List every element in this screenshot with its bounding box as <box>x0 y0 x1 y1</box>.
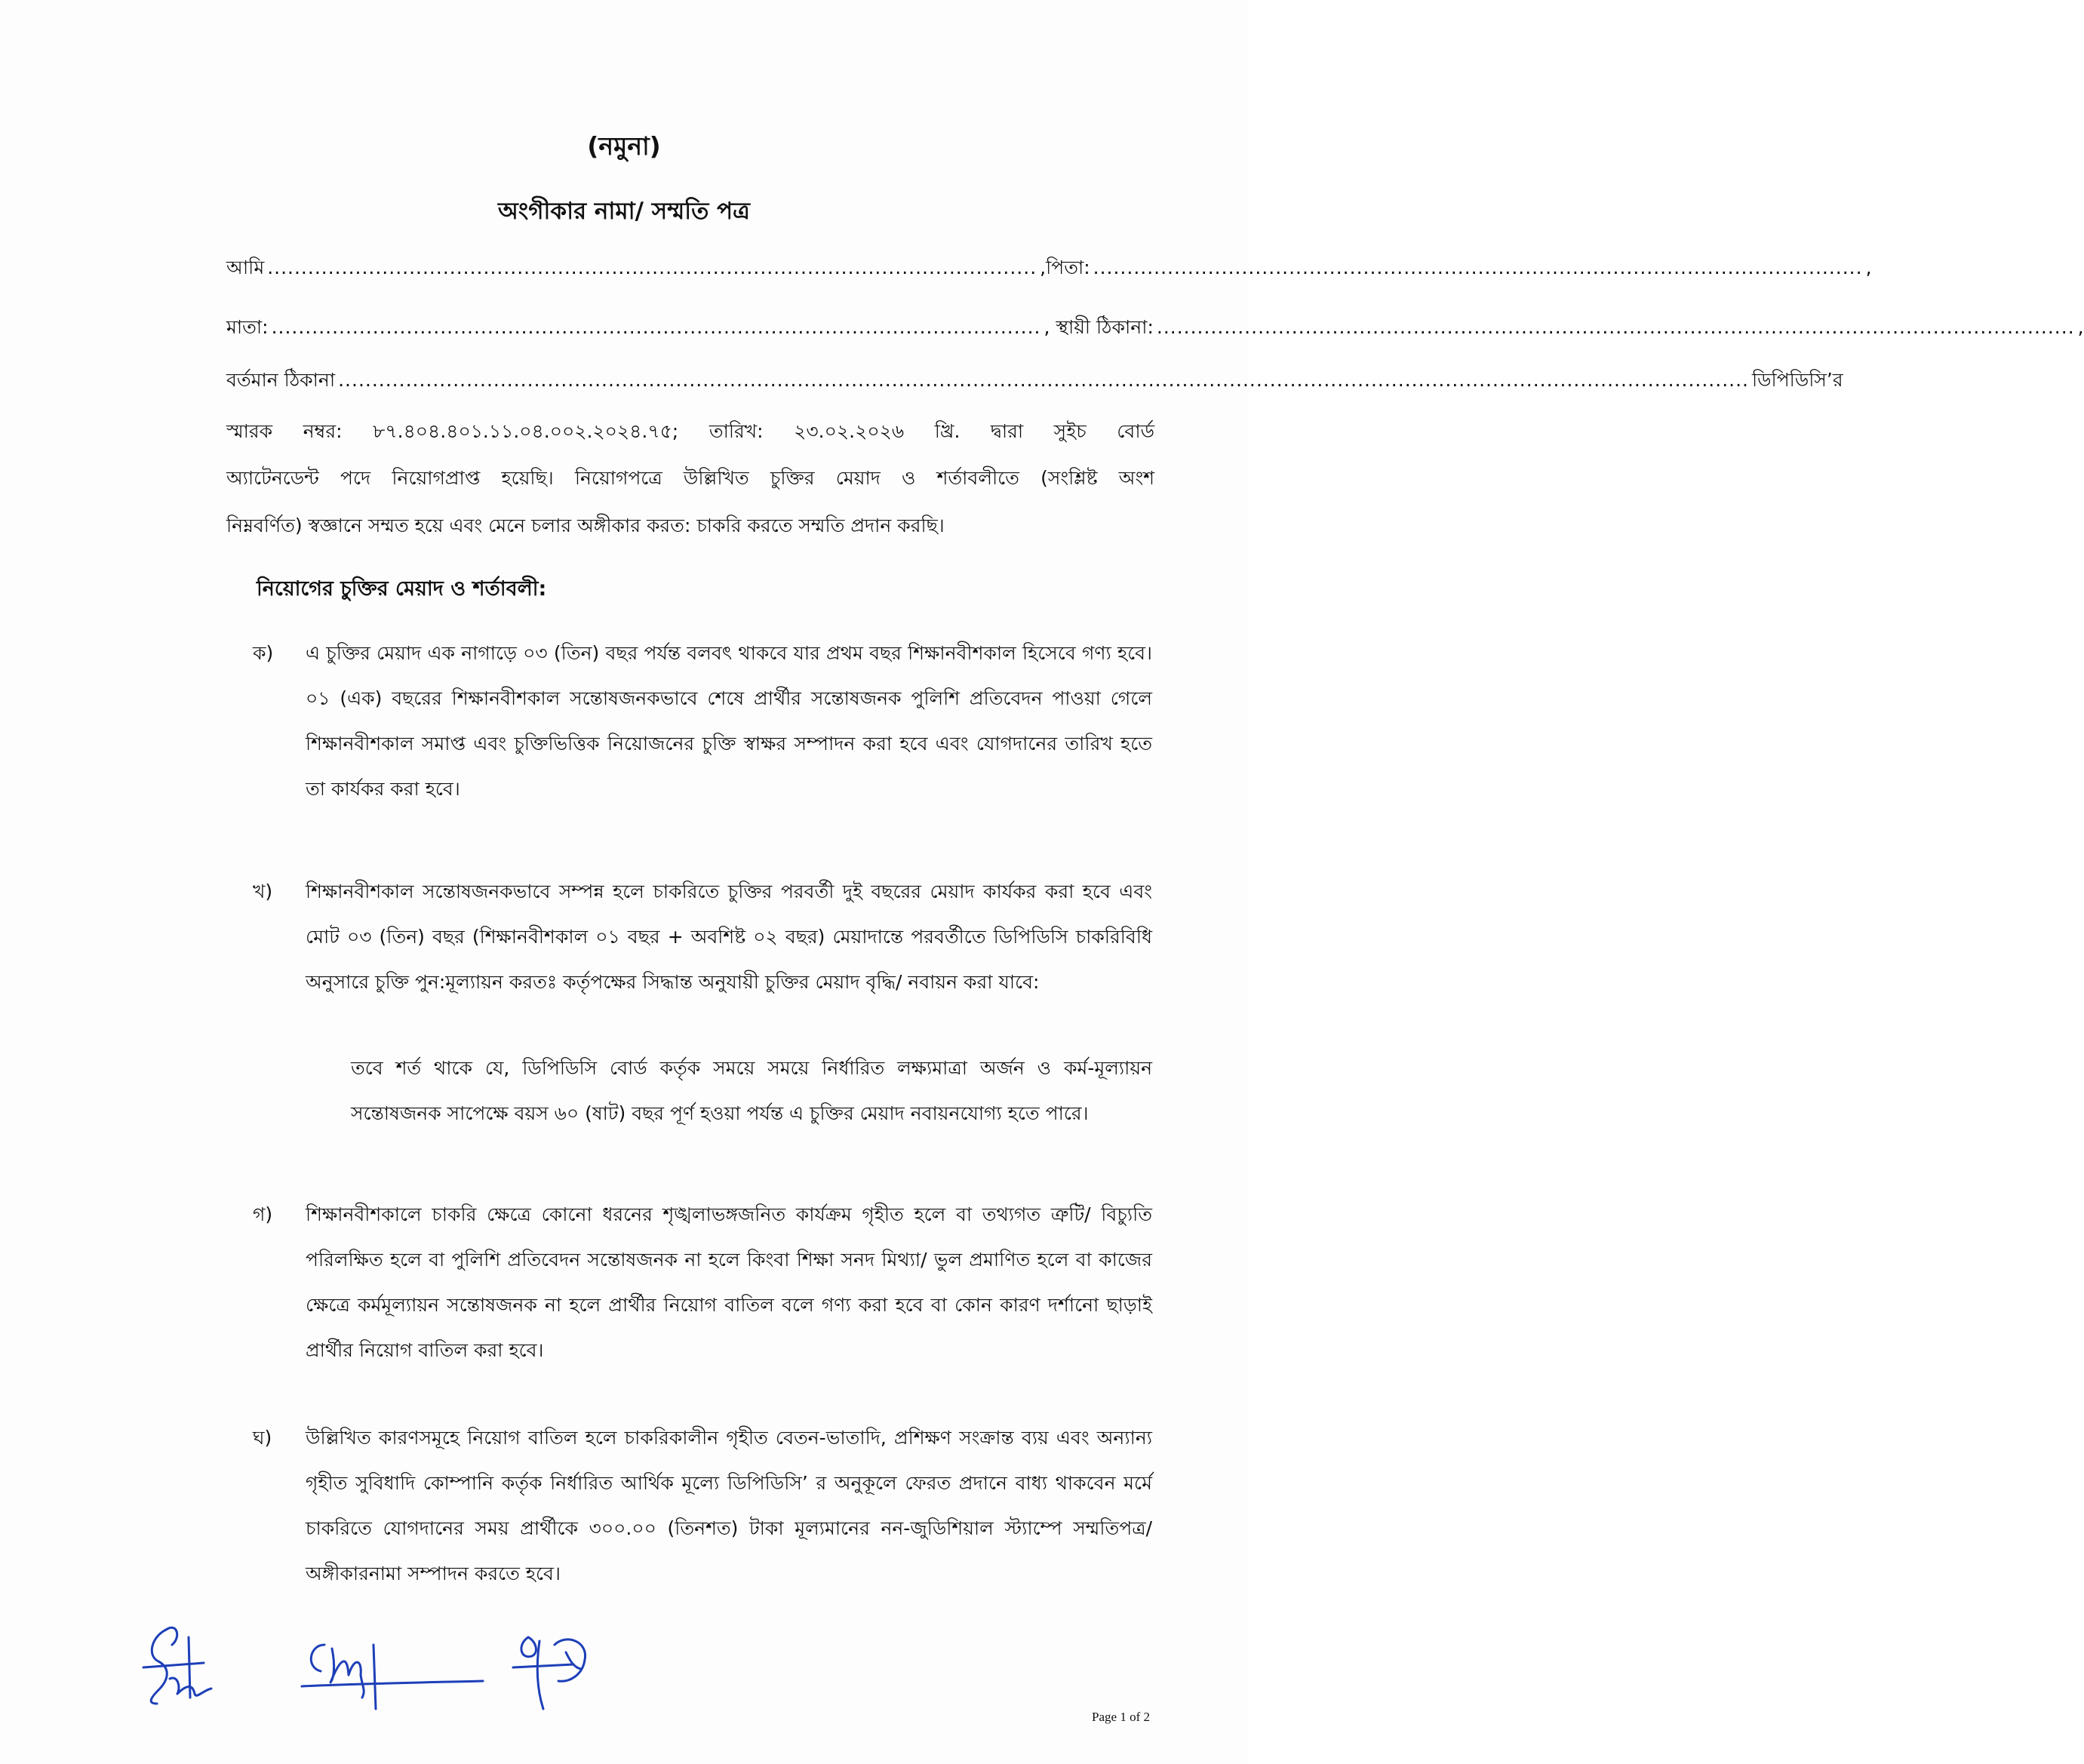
signature-initial-2 <box>302 1645 483 1709</box>
document-title: অংগীকার নামা/ সম্মতি পত্র <box>498 198 750 225</box>
signatures <box>136 1615 664 1720</box>
intro-line: স্মারক নম্বর: ৮৭.৪০৪.৪০১.১১.০৪.০০২.২০২৪.৭৫; তারিখ: ২৩.০২.২০২৬ খ্রি. দ্বারা সুইচ বোর্ড <box>226 420 1154 442</box>
present-address-field[interactable]: ................................................................................................................................................................................................................. <box>338 369 1749 391</box>
clause-marker: ঘ) <box>253 1427 272 1449</box>
form-line-name <box>226 253 1872 285</box>
mother-label: মাতা: <box>226 316 269 338</box>
clause-text: এ চুক্তির মেয়াদ এক নাগাড়ে ০৩ (তিন) বছর পর্যন্ত বলবৎ থাকবে যার প্রথম বছর শিক্ষানবীশকাল হিসেবে গণ্য হবে। ০১ (এক) বছরের শিক্ষানবীশকাল সন্তোষজনকভাবে শেষে প্রার্থীর সন্তোষজনক পুলিশি প্রতিবেদন পাওয়া গেলে শিক্ষানবীশকাল সমাপ্ত এবং চুক্তিভিত্তিক নিয়োজনের চুক্তি স্বাক্ষর সম্পাদন করা হবে এবং যোগদানের তারিখ হতে তা কার্যকর করা হবে। <box>306 642 1153 800</box>
clause-ka <box>253 631 1153 812</box>
sample-label: (নমুনা) <box>587 131 661 161</box>
clause-text: শিক্ষানবীশকালে চাকরি ক্ষেত্রে কোনো ধরনের শৃঙ্খলাভঙ্গজনিত কার্যক্রম গৃহীত হলে বা তথ্যগত ত্রুটি/ বিচ্যুতি পরিলক্ষিত হলে বা পুলিশি প্রতিবেদন সন্তোষজনক না হলে কিংবা শিক্ষা সনদ মিথ্যা/ ভুল প্রমাণিত হলে বা কাজের ক্ষেত্রে কর্মমূল্যায়ন সন্তোষজনক না হলে প্রার্থীর নিয়োগ বাতিল বলে গণ্য করা হবে বা কোন কারণ দর্শানো ছাড়াই প্রার্থীর নিয়োগ বাতিল করা হবে। <box>306 1203 1152 1361</box>
clause-text: উল্লিখিত কারণসমূহে নিয়োগ বাতিল হলে চাকরিকালীন গৃহীত বেতন-ভাতাদি, প্রশিক্ষণ সংক্রান্ত ব্যয় এবং অন্যান্য গৃহীত সুবিধাদি কোম্পানি কর্তৃক নির্ধারিত আর্থিক মূল্যে ডিপিডিসি’ র অনুকূলে ফেরত প্রদানে বাধ্য থাকবেন মর্মে চাকরিতে যোগদানের সময় প্রার্থীকে ৩০০.০০ (তিনশত) টাকা মূল্যমানের নন-জুডিশিয়াল স্ট্যাম্পে সম্মতিপত্র/ অঙ্গীকারনামা সম্পাদন করতে হবে। <box>306 1427 1152 1584</box>
line-end-comma: , <box>2077 316 2084 338</box>
page-number: Page 1 of 2 <box>1092 1710 1150 1724</box>
clause-kha <box>253 869 1152 1005</box>
permanent-address-field[interactable]: ........................................................................................................................................ <box>1156 316 2075 338</box>
form-line-mother <box>226 312 2084 345</box>
dpdc-label: ডিপিডিসি’র <box>1752 369 1843 391</box>
clause-gha <box>253 1415 1152 1597</box>
intro-line: নিম্নবর্ণিত) স্বজ্ঞানে সম্মত হয়ে এবং মেনে চলার অঙ্গীকার করত: চাকরি করতে সম্মতি প্রদান করছি। <box>226 515 945 536</box>
form-line-present-address <box>226 365 1843 398</box>
clause-marker: ক) <box>253 642 274 664</box>
mother-field[interactable]: .................................................................................................................. <box>271 316 1041 338</box>
present-address-label: বর্তমান ঠিকানা <box>226 369 336 391</box>
clause-ga <box>253 1192 1152 1373</box>
father-field[interactable]: .................................................................................................................. <box>1093 257 1863 278</box>
clause-marker: গ) <box>253 1203 273 1225</box>
line-end-comma: , <box>1865 257 1872 278</box>
signature-initial-3 <box>513 1637 586 1709</box>
intro-line: অ্যাটেনডেন্ট পদে নিয়োগপ্রাপ্ত হয়েছি। নিয়োগপত্রে উল্লিখিত চুক্তির মেয়াদ ও শর্তাবলীতে (সংশ্লিষ্ট অংশ <box>226 467 1154 489</box>
clause-text: শিক্ষানবীশকাল সন্তোষজনকভাবে সম্পন্ন হলে চাকরিতে চুক্তির পরবর্তী দুই বছরের মেয়াদ কার্যকর করা হবে এবং মোট ০৩ (তিন) বছর (শিক্ষানবীশকাল ০১ বছর + অবশিষ্ট ০২ বছর) মেয়াদান্তে পরবর্তীতে ডিপিডিসি চাকরিবিধি অনুসারে চুক্তি পুন:মূল্যায়ন করতঃ কর্তৃপক্ষের সিদ্ধান্ত অনুযায়ী চুক্তির মেয়াদ বৃদ্ধি/ নবায়ন করা যাবে: <box>306 880 1152 993</box>
father-label: ,পিতা: <box>1040 257 1090 278</box>
signature-initial-1 <box>143 1627 211 1704</box>
name-field[interactable]: .................................................................................................................. <box>267 257 1037 278</box>
clause-kha-proviso: তবে শর্ত থাকে যে, ডিপিডিসি বোর্ড কর্তৃক সময়ে সময়ে নির্ধারিত লক্ষ্যমাত্রা অর্জন ও কর্ম-মূল্যায়ন সন্তোষজনক সাপেক্ষে বয়স ৬০ (ষাট) বছর পূর্ণ হওয়া পর্যন্ত এ চুক্তির মেয়াদ নবায়নযোগ্য হতে পারে। <box>351 1057 1152 1124</box>
clause-marker: খ) <box>253 880 273 902</box>
permanent-address-label: , স্থায়ী ঠিকানা: <box>1044 316 1154 338</box>
name-label: আমি <box>226 257 265 278</box>
terms-heading: নিয়োগের চুক্তির মেয়াদ ও শর্তাবলী: <box>257 577 547 601</box>
